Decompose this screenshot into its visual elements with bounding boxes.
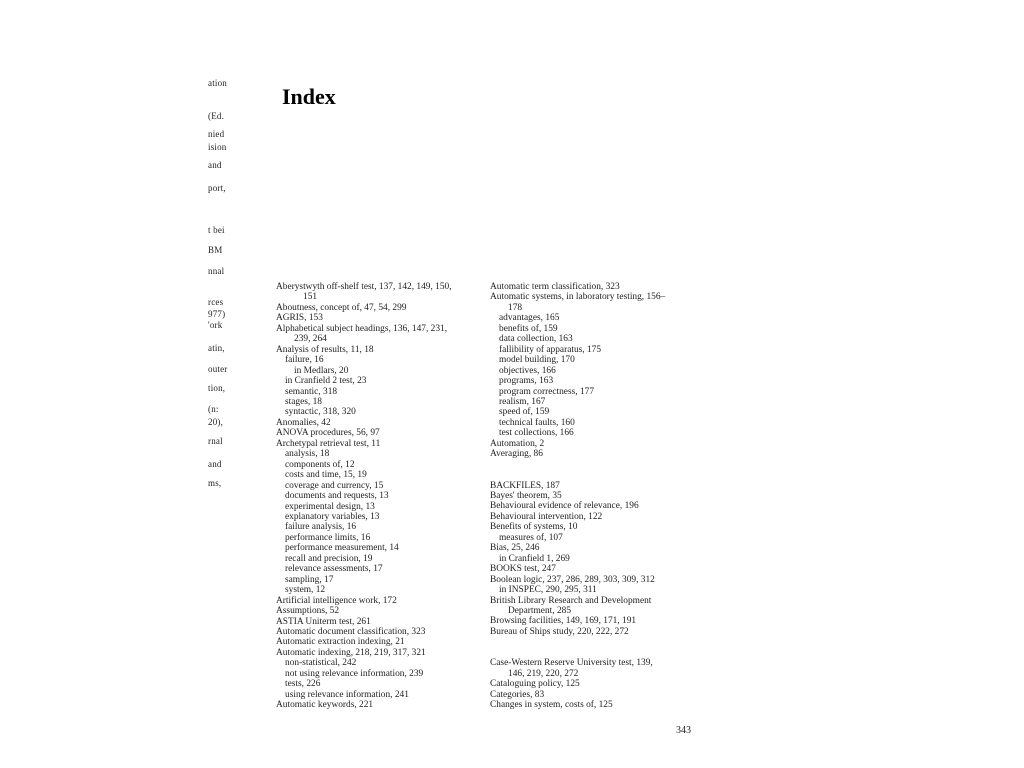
index-subentry: speed of, 159 bbox=[499, 407, 550, 418]
index-subentry: failure analysis, 16 bbox=[285, 522, 357, 533]
index-entry: Aboutness, concept of, 47, 54, 299 bbox=[276, 302, 407, 313]
index-subentry: system, 12 bbox=[285, 585, 326, 596]
index-entry: Browsing facilities, 149, 169, 171, 191 bbox=[490, 616, 637, 627]
margin-fragment: outer bbox=[208, 364, 228, 374]
margin-fragment: atin, bbox=[208, 343, 225, 353]
index-subentry: test collections, 166 bbox=[499, 428, 574, 439]
index-entry: Assumptions, 52 bbox=[276, 606, 340, 617]
page-number: 343 bbox=[676, 725, 691, 736]
index-subentry: 239, 264 bbox=[294, 334, 327, 345]
section-gap bbox=[490, 460, 702, 470]
index-entry: Alphabetical subject headings, 136, 147, 231, bbox=[276, 323, 448, 334]
index-entry: Case-Western Reserve University test, 139, bbox=[490, 658, 653, 669]
index-right-column bbox=[490, 282, 702, 711]
margin-fragment: BM bbox=[208, 245, 223, 255]
index-entry: Archetypal retrieval test, 11 bbox=[276, 438, 381, 449]
index-subentry: realism, 167 bbox=[499, 396, 546, 407]
index-entry: Behavioural evidence of relevance, 196 bbox=[490, 501, 639, 512]
section-gap bbox=[490, 637, 702, 647]
index-entry: Anomalies, 42 bbox=[276, 417, 331, 428]
index-entry: Automatic document classification, 323 bbox=[276, 626, 426, 637]
index-subentry: components of, 12 bbox=[285, 459, 355, 470]
margin-fragment: t bei bbox=[208, 225, 225, 235]
margin-fragment: ision bbox=[208, 142, 227, 152]
index-subentry: measures of, 107 bbox=[499, 532, 563, 543]
index-subentry: costs and time, 15, 19 bbox=[285, 470, 367, 481]
index-entry: Analysis of results, 11, 18 bbox=[276, 344, 374, 355]
index-entry: Behavioural intervention, 122 bbox=[490, 511, 603, 522]
index-subentry: in Cranfield 2 test, 23 bbox=[285, 376, 367, 387]
index-subentry: tests, 226 bbox=[285, 679, 321, 690]
index-entry: British Library Research and Development bbox=[490, 595, 652, 606]
index-subentry: in INSPEC, 290, 295, 311 bbox=[499, 585, 597, 596]
index-subentry: experimental design, 13 bbox=[285, 501, 375, 512]
index-subentry: failure, 16 bbox=[285, 355, 324, 366]
index-entry: Bayes' theorem, 35 bbox=[490, 491, 562, 502]
index-subentry: not using relevance information, 239 bbox=[285, 668, 424, 679]
margin-fragment: 'ork bbox=[208, 320, 223, 330]
section-gap bbox=[490, 648, 702, 658]
index-subentry: 151 bbox=[303, 292, 318, 303]
margin-fragment: and bbox=[208, 459, 222, 469]
index-entry: Aberystwyth off-shelf test, 137, 142, 149, 150, bbox=[276, 282, 452, 292]
margin-fragment: (n: bbox=[208, 404, 219, 414]
margin-fragment: tion, bbox=[208, 383, 226, 393]
index-entry: Changes in system, costs of, 125 bbox=[490, 700, 613, 711]
index-subentry: programs, 163 bbox=[499, 376, 554, 387]
index-subentry: in Cranfield 1, 269 bbox=[499, 553, 570, 564]
section-gap bbox=[490, 470, 702, 480]
index-entry: Automatic term classification, 323 bbox=[490, 282, 620, 292]
index-subentry: 178 bbox=[508, 302, 523, 313]
margin-fragment: rnal bbox=[208, 436, 223, 446]
margin-fragment: ation bbox=[208, 78, 227, 88]
index-subentry: advantages, 165 bbox=[499, 313, 560, 324]
index-entry: Automatic indexing, 218, 219, 317, 321 bbox=[276, 647, 426, 658]
index-subentry: documents and requests, 13 bbox=[285, 491, 389, 502]
index-subentry: objectives, 166 bbox=[499, 365, 556, 376]
index-title: Index bbox=[282, 84, 336, 109]
margin-fragment: rces bbox=[208, 297, 224, 307]
index-entry: Automatic extraction indexing, 21 bbox=[276, 637, 405, 648]
margin-fragment: nnal bbox=[208, 266, 225, 276]
index-subentry: explanatory variables, 13 bbox=[285, 511, 380, 522]
index-left-column bbox=[276, 282, 486, 711]
index-entry: Averaging, 86 bbox=[490, 449, 543, 460]
index-subentry: 146, 219, 220, 272 bbox=[508, 668, 579, 679]
index-subentry: performance limits, 16 bbox=[285, 532, 371, 543]
index-entry: Categories, 83 bbox=[490, 689, 545, 700]
index-subentry: technical faults, 160 bbox=[499, 417, 575, 428]
margin-fragment: ms, bbox=[208, 478, 222, 488]
index-subentry: data collection, 163 bbox=[499, 334, 573, 345]
index-subentry: non-statistical, 242 bbox=[285, 658, 357, 669]
index-entry: Bias, 25, 246 bbox=[490, 543, 540, 554]
margin-fragment: 20), bbox=[208, 417, 224, 427]
index-subentry: fallibility of apparatus, 175 bbox=[499, 344, 602, 355]
index-subentry: program correctness, 177 bbox=[499, 386, 595, 397]
margin-fragment: nied bbox=[208, 129, 225, 139]
index-entry: AGRIS, 153 bbox=[276, 313, 323, 324]
index-subentry: sampling, 17 bbox=[285, 574, 334, 585]
index-subentry: model building, 170 bbox=[499, 355, 575, 366]
index-entry: Cataloguing policy, 125 bbox=[490, 679, 580, 690]
index-entry: Artificial intelligence work, 172 bbox=[276, 595, 397, 606]
margin-fragment: and bbox=[208, 160, 222, 170]
margin-fragment: (Ed. bbox=[208, 111, 225, 121]
index-entry: Automation, 2 bbox=[490, 438, 545, 449]
index-subentry: analysis, 18 bbox=[285, 449, 330, 460]
index-subentry: stages, 18 bbox=[285, 396, 322, 407]
index-subentry: coverage and currency, 15 bbox=[285, 480, 384, 491]
index-subentry: benefits of, 159 bbox=[499, 323, 558, 334]
index-subentry: Department, 285 bbox=[508, 606, 572, 617]
index-entry: Bureau of Ships study, 220, 222, 272 bbox=[490, 626, 629, 637]
margin-fragment: port, bbox=[208, 183, 226, 193]
index-subentry: syntactic, 318, 320 bbox=[285, 407, 356, 418]
index-subentry: semantic, 318 bbox=[285, 386, 338, 397]
index-subentry: using relevance information, 241 bbox=[285, 689, 409, 700]
index-subentry: in Medlars, 20 bbox=[294, 365, 349, 376]
index-entry: ANOVA procedures, 56, 97 bbox=[276, 428, 380, 439]
margin-fragment: 977) bbox=[208, 309, 226, 319]
index-entry: Boolean logic, 237, 286, 289, 303, 309, 312 bbox=[490, 574, 655, 585]
index-entry: BOOKS test, 247 bbox=[490, 564, 556, 575]
index-entry: Benefits of systems, 10 bbox=[490, 522, 578, 533]
index-entry: ASTIA Uniterm test, 261 bbox=[276, 616, 371, 627]
index-entry: BACKFILES, 187 bbox=[490, 480, 560, 491]
index-subentry: relevance assessments, 17 bbox=[285, 564, 383, 575]
index-entry: Automatic systems, in laboratory testing, 156– bbox=[490, 292, 666, 303]
index-subentry: recall and precision, 19 bbox=[285, 553, 373, 564]
index-subentry: performance measurement, 14 bbox=[285, 543, 399, 554]
index-entry: Automatic keywords, 221 bbox=[276, 700, 374, 711]
